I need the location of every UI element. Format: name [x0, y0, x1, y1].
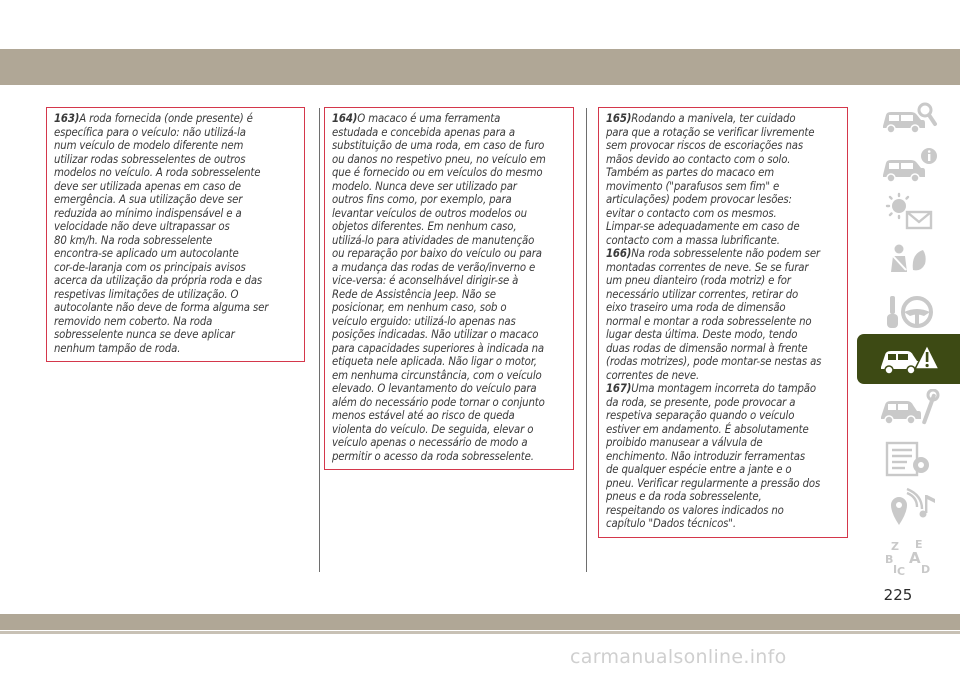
- note-line: Também as partes do macaco em: [606, 166, 775, 179]
- note-line: pneus e da roda sobresselente,: [606, 490, 762, 503]
- car-search-icon: [877, 98, 941, 138]
- seatbelt-airbag-icon: [877, 242, 941, 282]
- key-steering-wheel-icon: [877, 292, 941, 332]
- note-line: Rede de Assistência Jeep. Não se: [332, 287, 496, 301]
- note-164: [324, 107, 574, 470]
- chapter-tab-emergency[interactable]: [857, 334, 960, 384]
- note-line: pneu. Verificar regularmente a pressão dos: [606, 476, 821, 490]
- note-line: que é fornecido ou em veículos do mesmo: [332, 166, 543, 179]
- note-line: vice-versa: é aconselhável dirigir-se à: [332, 274, 519, 287]
- note-line: reduzida ao mínimo indispensável e a: [54, 206, 242, 220]
- chapter-tab-driving[interactable]: [857, 287, 960, 337]
- note-line: O macaco é uma ferramenta: [357, 112, 501, 125]
- index-letter: C: [896, 565, 905, 577]
- note-line: levantar veículos de outros modelos ou: [332, 206, 527, 220]
- note-line: proibido manusear a válvula de: [606, 436, 763, 449]
- column-separator: [586, 108, 587, 572]
- note-text: [332, 112, 569, 463]
- watermark: carmanualsonline.info: [570, 646, 787, 668]
- note-line: um pneu dianteiro (roda motriz) e for: [606, 274, 791, 287]
- car-tools-icon: [877, 389, 941, 429]
- note-line: autocolante não deve de forma alguma ser: [54, 301, 269, 314]
- note-line: modelo. Nunca deve ser utilizado par: [332, 179, 517, 193]
- note-line: 80 km/h. Na roda sobresselente: [54, 233, 213, 247]
- note-number: 164): [332, 112, 358, 125]
- note-line: estiver em andamento. É absolutamente: [606, 422, 809, 436]
- note-line: (rodas motrizes), pode montar-se nestas as: [606, 355, 822, 368]
- note-line: eixo traseiro uma roda de dimensão: [606, 301, 786, 314]
- note-line: articulações) podem provocar lesões:: [606, 193, 792, 206]
- note-163: [46, 107, 305, 362]
- note-lines: [54, 112, 268, 355]
- note-number: 165): [606, 112, 632, 125]
- note-line: enchimento. Não introduzir ferramentas: [606, 449, 805, 463]
- chapter-tab-dashboard[interactable]: [857, 93, 960, 143]
- note-line: A roda fornecida (onde presente) é: [79, 112, 253, 125]
- car-info-icon: [877, 145, 941, 185]
- car-warning-triangle-icon: [877, 339, 941, 379]
- note-line: lugar desta última. Deste modo, tendo: [606, 328, 798, 341]
- note-line: capítulo "Dados técnicos".: [606, 517, 736, 530]
- note-line: respeitando os valores indicados no: [606, 503, 784, 517]
- index-letter: E: [914, 538, 923, 551]
- index-letter: D: [920, 563, 930, 576]
- note-line: deve ser utilizada apenas em caso de: [54, 179, 241, 193]
- note-text: [54, 112, 300, 355]
- note-165-167: [598, 107, 848, 538]
- note-line: respetiva separação quando o veículo: [606, 409, 795, 422]
- note-line: removido nem coberto. Na roda: [54, 314, 213, 328]
- note-line: num veículo de modelo diferente nem: [54, 139, 244, 152]
- note-line: duas rodas de dimensão normal à frente: [606, 341, 808, 355]
- bottom-band: [0, 614, 960, 630]
- note-lines: [606, 382, 820, 530]
- note-line: correntes de neve.: [606, 368, 700, 382]
- note-line: mãos devido ao contacto com o solo.: [606, 152, 791, 166]
- note-line: para que a rotação se verificar livremente: [606, 125, 815, 139]
- note-lines: [606, 247, 821, 382]
- note-line: para capacidades superiores à indicada na: [332, 341, 544, 355]
- chapter-tab-multimedia[interactable]: [857, 482, 960, 532]
- note-line: da roda, se presente, pode provocar a: [606, 395, 796, 409]
- note-number: 163): [54, 112, 80, 125]
- note-line: elevado. O levantamento do veículo para: [332, 382, 537, 395]
- note-line: permitir o acesso da roda sobresselente.: [332, 449, 534, 463]
- note-line: posições indicadas. Não utilizar o macaco: [332, 328, 539, 341]
- chapter-tab-maintenance[interactable]: [857, 384, 960, 434]
- note-line: nenhum tampão de roda.: [54, 341, 181, 355]
- alphabetical-index-icon: [877, 537, 941, 577]
- column-separator: [319, 108, 320, 572]
- chapter-tab-index[interactable]: [857, 532, 960, 582]
- note-line: encontra-se aplicado um autocolante: [54, 247, 239, 260]
- note-lines: [606, 112, 814, 247]
- note-line: em nenhuma circunstância, com o veículo: [332, 368, 542, 382]
- index-letter: A: [908, 549, 921, 567]
- note-line: movimento ("parafusos sem fim" e: [606, 179, 780, 193]
- light-message-icon: [877, 192, 941, 232]
- note-line: a mudança das rodas de verão/inverno e: [332, 260, 536, 274]
- note-line: Na roda sobresselente não podem ser: [631, 247, 820, 260]
- note-line: sobresselente nunca se deve aplicar: [54, 328, 235, 341]
- note-line: sem provocar riscos de escoriações nas: [606, 139, 803, 152]
- note-line: respetivas limitações de utilização. O: [54, 287, 239, 301]
- page-number: 225: [883, 586, 913, 604]
- note-line: substituição de uma roda, em caso de furo: [332, 139, 545, 152]
- note-line: objetos diferentes. Em nenhum caso,: [332, 220, 517, 233]
- chapter-tab-info[interactable]: [857, 140, 960, 190]
- note-line: acerca da utilização da própria roda e das: [54, 274, 263, 287]
- note-line: menos estável até ao risco de queda: [332, 409, 515, 422]
- note-165-text: [606, 112, 843, 247]
- note-line: evitar o contacto com os mesmos.: [606, 206, 777, 220]
- note-line: estudada e concebida apenas para a: [332, 125, 515, 139]
- note-line: violenta do veículo. De seguida, elevar o: [332, 422, 534, 436]
- chapter-tab-safety[interactable]: [857, 237, 960, 287]
- note-line: Uma montagem incorreta do tampão: [631, 382, 816, 395]
- note-line: contacto com a massa lubrificante.: [606, 233, 780, 247]
- note-line: necessário utilizar correntes, retirar do: [606, 287, 799, 301]
- chapter-tab-warning-lights[interactable]: [857, 187, 960, 237]
- note-166-text: [606, 247, 843, 382]
- note-line: além do necessário pode tornar o conjunto: [332, 395, 545, 409]
- note-167-text: [606, 382, 843, 531]
- note-line: Limpar-se adequadamente em caso de: [606, 220, 800, 233]
- note-line: específica para o veículo: não utilizá-la: [54, 125, 246, 139]
- multimedia-music-icon: [877, 487, 941, 527]
- note-line: modelos no veículo. A roda sobresselente: [54, 166, 261, 179]
- specs-list-gear-icon: [877, 439, 941, 479]
- note-line: etiqueta nele aplicada. Não ligar o motor,: [332, 355, 537, 368]
- note-line: ou reparação por baixo do veículo ou para: [332, 247, 542, 260]
- note-line: velocidade não deve ultrapassar os: [54, 220, 230, 233]
- note-line: Rodando a manivela, ter cuidado: [631, 112, 796, 125]
- note-line: ou danos no respetivo pneu, no veículo em: [332, 152, 546, 166]
- note-line: utilizar rodas sobresselentes de outros: [54, 152, 246, 166]
- note-line: cor-de-laranja com os principais avisos: [54, 260, 246, 274]
- index-letter: B: [884, 553, 893, 566]
- top-band: [0, 49, 960, 85]
- note-line: utilizá-lo para atividades de manutenção: [332, 233, 535, 247]
- index-letter: Z: [890, 540, 899, 553]
- note-line: outros fins como, por exemplo, para: [332, 193, 512, 206]
- note-line: veículo erguido: utilizá-lo apenas nas: [332, 314, 516, 328]
- note-line: posicionar, em nenhum caso, sob o: [332, 301, 507, 314]
- note-line: emergência. A sua utilização deve ser: [54, 193, 243, 206]
- note-line: de qualquer espécie entre a jante e o: [606, 463, 792, 476]
- note-line: veículo apenas o necessário de modo a: [332, 436, 528, 449]
- note-line: montadas correntes de neve. Se se furar: [606, 260, 809, 274]
- index-letter: I: [892, 563, 897, 576]
- note-lines: [332, 112, 546, 463]
- chapter-tab-technical-data[interactable]: [857, 434, 960, 484]
- bottom-rule: [0, 631, 960, 634]
- note-number: 167): [606, 382, 632, 395]
- note-number: 166): [606, 247, 632, 260]
- note-line: normal e montar a roda sobresselente no: [606, 314, 812, 328]
